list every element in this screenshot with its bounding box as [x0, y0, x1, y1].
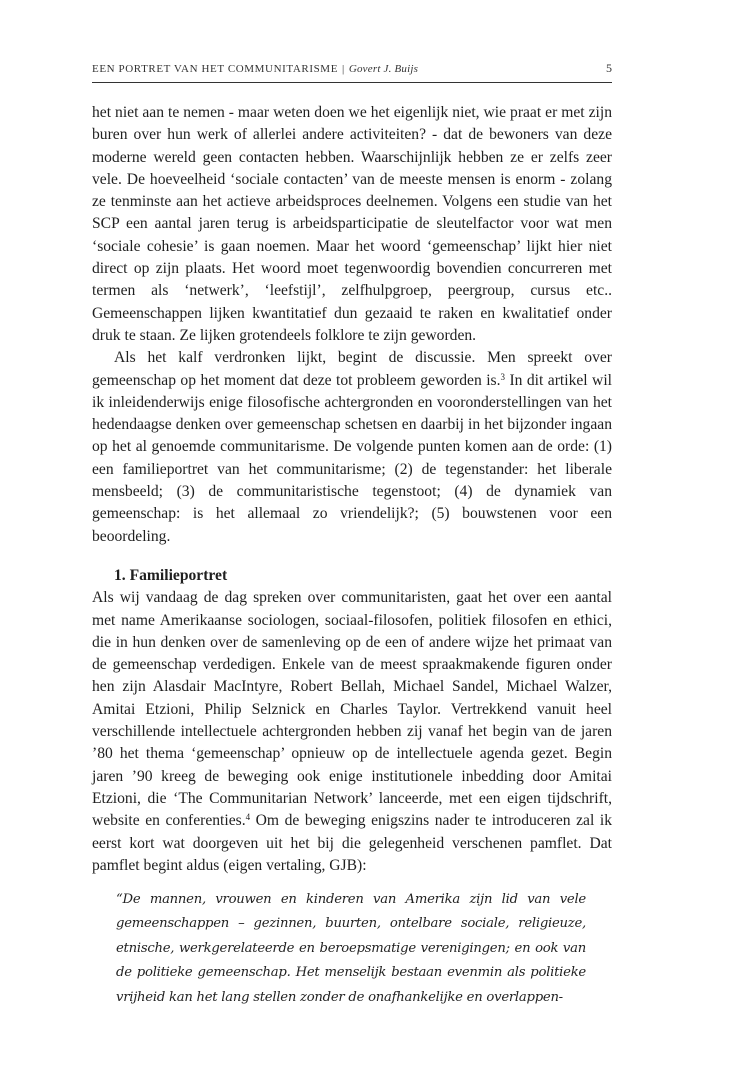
footnote-ref-3[interactable]: 3 [500, 371, 505, 382]
running-header [92, 60, 612, 83]
body-text [92, 102, 612, 877]
header-author: Govert J. Buijs [348, 63, 419, 75]
block-quote: “De mannen, vrouwen en kinderen van Amerika zijn lid van vele gemeenschappen – gezinnen, buurten, ontelbare sociale, religieuze, etnische, werkgerelateerde en beroepsmatige verenigingen; en ook van de politieke gemeenschap. Het menselijk bestaan evenmin als politieke vrijheid kan het lang stellen zonder de onafhankelijke en overlappen- [116, 892, 586, 1005]
paragraph-2-part-a: Als het kalf verdronken lijkt, begint de discussie. Men spreekt over gemeenschap op het moment dat deze tot probleem geworden is. [92, 349, 612, 389]
header-separator: | [342, 63, 345, 75]
section-heading: 1. Familieportret [114, 566, 228, 584]
page-number: 5 [606, 61, 612, 75]
paragraph-2-part-b: In dit artikel wil ik inleidenderwijs enige filosofische achtergronden en vooronderstellingen van het hedendaagse denken over gemeenschap schetsen en daarbij in het bijzonder ingaan op het al genoemde communitarisme. De volgende punten komen aan de orde: (1) een familieportret van het communitarisme; (2) de tegenstander: het liberale mensbeeld; (3) de communitaristische tegenstoot; (4) de dynamiek van gemeenschap: is het allemaal zo vriendelijk?; (5) bouwstenen voor een beoordeling. [92, 371, 612, 545]
section-paragraph-part-a: Als wij vandaag de dag spreken over communitaristen, gaat het over een aantal met name Amerikaanse sociologen, sociaal-filosofen, politiek filosofen en ethici, die in hun denken over de samenleving op de een of andere wijze het primaat van de gemeenschap verdedigen. Enkele van de meest spraakmakende figuren onder hen zijn Alasdair MacIntyre, Robert Bellah, Michael Sandel, Michael Walzer, Amitai Etzioni, Philip Selznick en Charles Taylor. Vertrekkend vanuit heel verschillende intellectuele achtergronden hebben zij vanaf het begin van de jaren ’80 het thema ‘gemeenschap’ opnieuw op de intellectuele agenda gezet. Begin jaren ’90 kreeg de beweging ook enige institutionele inbedding door Amitai Etzioni, die ‘The Communitarian Network’ lanceerde, met een eigen tijdschrift, website en conferenties. [92, 589, 612, 830]
footnote-ref-4[interactable]: 4 [245, 812, 251, 823]
header-title-group [92, 63, 418, 75]
paragraph-1: het niet aan te nemen - maar weten doen we het eigenlijk niet, wie praat er met zijn buren over hun werk of allerlei andere activiteiten? - dat de bewoners van deze moderne wereld geen contacten hebben. Waarschijnlijk hebben ze er zelfs zeer vele. De hoeveelheid ‘sociale contacten’ van de meeste mensen is enorm - zolang ze tenminste aan het actieve arbeidsproces deelnemen. Volgens een studie van het SCP een aantal jaren terug is arbeidsparticipatie de sleutelfactor voor wat men ‘sociale cohesie’ is gaan noemen. Maar het woord ‘gemeenschap’ lijkt hier niet direct op zijn plaats. Het woord moet tegenwoordig bovendien concurreren met termen als ‘netwerk’, ‘leefstijl’, zelfhulpgroep, peergroup, cursus etc.. Gemeenschappen lijken kwantitatief dun gezaaid te raken en kwalitatief onder druk te staan. Ze lijken grotendeels folklore te zijn geworden. [92, 104, 612, 344]
section-paragraph [92, 587, 612, 877]
header-title: EEN PORTRET VAN HET COMMUNITARISME [92, 63, 339, 75]
paragraph-2 [92, 347, 612, 548]
section-paragraph-part-b: Om de beweging enigszins nader te introduceren zal ik eerst kort wat doorgeven uit het bij die gelegenheid verschenen pamflet. Dat pamflet begint aldus (eigen vertaling, GJB): [92, 812, 612, 874]
